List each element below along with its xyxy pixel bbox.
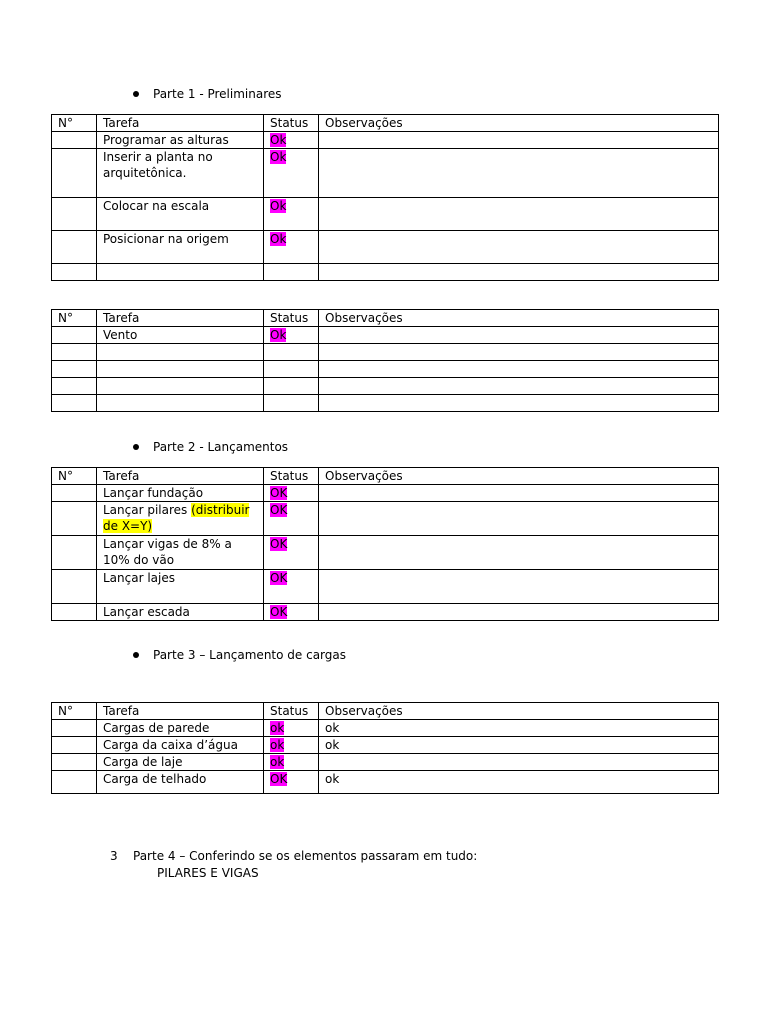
cell-n [52,737,97,754]
table-row [52,132,719,149]
cell-tarefa: Carga de telhado [97,771,264,794]
cell-obs [319,149,719,198]
header-n: N° [52,703,97,720]
cell-n [52,395,97,412]
cell-obs [319,198,719,231]
header-observacoes: Observações [319,468,719,485]
header-observacoes: Observações [319,310,719,327]
cell-n [52,485,97,502]
part3-heading-text: Parte 3 – Lançamento de cargas [153,648,346,662]
cell-tarefa: Colocar na escala [97,198,264,231]
header-observacoes: Observações [319,703,719,720]
status-badge: OK [270,537,288,551]
cell-tarefa [97,264,264,281]
cell-obs [319,754,719,771]
cell-tarefa: Lançar escada [97,604,264,621]
cell-status [264,327,319,344]
table-header-row [52,310,719,327]
cell-tarefa [97,361,264,378]
cell-tarefa: Vento [97,327,264,344]
table-row [52,754,719,771]
cell-obs: ok [319,720,719,737]
cell-status [264,485,319,502]
cell-obs [319,570,719,604]
cell-status [264,536,319,570]
table-header-row [52,115,719,132]
header-n: N° [52,115,97,132]
cell-status [264,771,319,794]
status-badge: OK [270,503,288,517]
table-row [52,327,719,344]
cell-n [52,720,97,737]
cell-obs [319,264,719,281]
cell-tarefa: Lançar lajes [97,570,264,604]
table-row [52,604,719,621]
table-row [52,149,719,198]
cell-tarefa: Lançar fundação [97,485,264,502]
cell-obs [319,395,719,412]
cell-n [52,771,97,794]
status-badge: OK [270,571,288,585]
tarefa-text: Lançar pilares [103,503,188,517]
status-badge: Ok [270,328,287,342]
table-row [52,570,719,604]
cell-tarefa: Posicionar na origem [97,231,264,264]
cell-tarefa: Cargas de parede [97,720,264,737]
table-row [52,720,719,737]
part2-heading-text: Parte 2 - Lançamentos [153,440,289,454]
cell-obs [319,604,719,621]
cell-obs [319,536,719,570]
status-badge: OK [270,605,288,619]
table-row [52,198,719,231]
cell-obs [319,132,719,149]
table-header-row [52,703,719,720]
cell-status [264,378,319,395]
header-tarefa: Tarefa [97,703,264,720]
cell-n [52,378,97,395]
cell-tarefa: Carga da caixa d’água [97,737,264,754]
bullet-icon [133,91,139,97]
part2-heading [133,440,288,455]
table-row [52,536,719,570]
cell-tarefa: Inserir a planta no arquitetônica. [97,149,264,198]
cell-obs [319,361,719,378]
header-status: Status [264,310,319,327]
cell-status [264,344,319,361]
cell-tarefa: Lançar vigas de 8% a 10% do vão [97,536,264,570]
cell-obs [319,485,719,502]
cell-tarefa: Carga de laje [97,754,264,771]
part4-subheading: PILARES E VIGAS [157,866,259,880]
part4-heading-text: Parte 4 – Conferindo se os elementos passaram em tudo: [133,849,478,863]
header-status: Status [264,703,319,720]
tarefa-note: (distribuir de X=Y) [103,503,250,533]
status-badge: ok [270,755,285,769]
cell-status [264,395,319,412]
table-row [52,771,719,794]
cell-status [264,737,319,754]
status-badge: Ok [270,150,287,164]
cell-obs [319,378,719,395]
header-tarefa: Tarefa [97,310,264,327]
cell-obs [319,344,719,361]
cell-status [264,720,319,737]
status-badge: ok [270,738,285,752]
header-tarefa: Tarefa [97,115,264,132]
part3-heading [133,648,346,663]
cell-tarefa [97,502,264,536]
cell-status [264,132,319,149]
cell-obs: ok [319,771,719,794]
table-row [52,344,719,361]
table-row [52,378,719,395]
cell-status [264,502,319,536]
cell-obs [319,231,719,264]
cell-n [52,132,97,149]
table-row [52,361,719,378]
part2-table [51,467,719,621]
table-row [52,502,719,536]
table-row [52,737,719,754]
part4-heading [110,849,477,864]
cell-status [264,264,319,281]
cell-n [52,231,97,264]
part1-heading [133,87,282,102]
header-status: Status [264,115,319,132]
header-n: N° [52,468,97,485]
cell-status [264,198,319,231]
cell-n [52,327,97,344]
cell-n [52,264,97,281]
cell-status [264,149,319,198]
cell-tarefa: Programar as alturas [97,132,264,149]
cell-n [52,502,97,536]
bullet-icon [133,444,139,450]
header-tarefa: Tarefa [97,468,264,485]
header-n: N° [52,310,97,327]
table-row [52,485,719,502]
header-observacoes: Observações [319,115,719,132]
cell-n [52,570,97,604]
status-badge: ok [270,721,285,735]
table-row [52,231,719,264]
bullet-icon [133,652,139,658]
cell-obs [319,502,719,536]
status-badge: Ok [270,199,287,213]
cell-n [52,198,97,231]
status-badge: OK [270,486,288,500]
header-status: Status [264,468,319,485]
cell-status [264,361,319,378]
table-header-row [52,468,719,485]
cell-n [52,604,97,621]
cell-tarefa [97,395,264,412]
cell-status [264,231,319,264]
cell-obs [319,327,719,344]
cell-status [264,604,319,621]
cell-tarefa [97,378,264,395]
cell-n [52,754,97,771]
table-row [52,395,719,412]
status-badge: Ok [270,133,287,147]
part4-number: 3 [110,849,118,863]
status-badge: OK [270,772,288,786]
table-row [52,264,719,281]
cell-n [52,536,97,570]
part1-heading-text: Parte 1 - Preliminares [153,87,282,101]
cell-status [264,570,319,604]
cell-n [52,361,97,378]
status-badge: Ok [270,232,287,246]
part1b-table [51,309,719,412]
cell-tarefa [97,344,264,361]
cell-n [52,344,97,361]
cell-n [52,149,97,198]
part1-table [51,114,719,281]
cell-status [264,754,319,771]
part3-table [51,702,719,794]
cell-obs: ok [319,737,719,754]
